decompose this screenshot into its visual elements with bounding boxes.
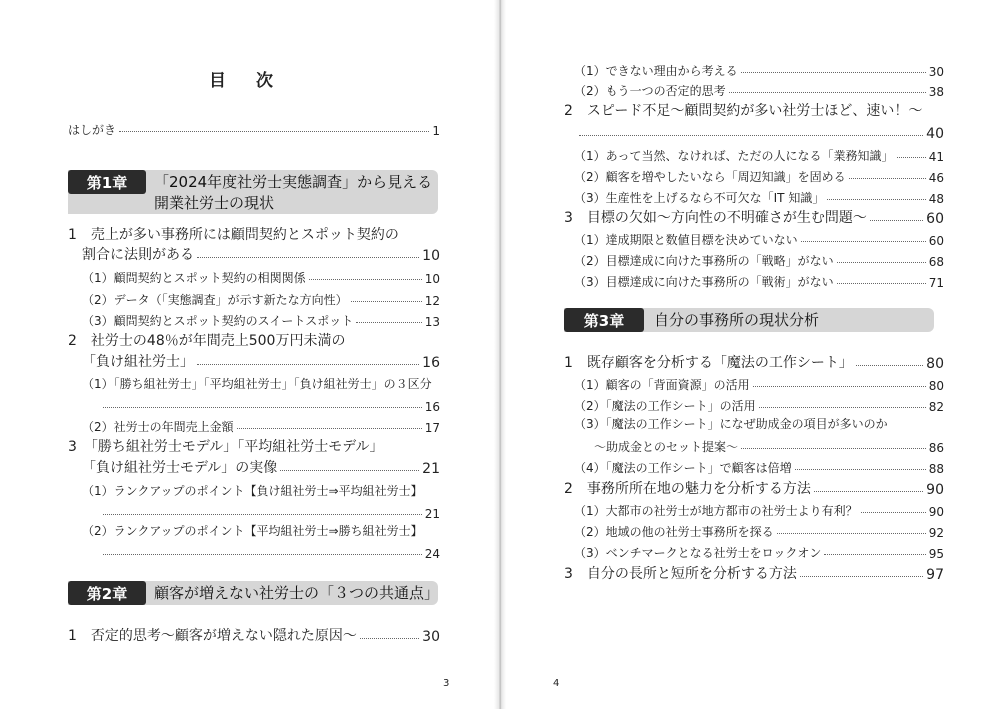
leader-dots	[741, 72, 926, 73]
toc-entry-1-3-1	[100, 499, 440, 521]
entry-text: （1）顧客の「背面資源」の活用	[574, 378, 750, 392]
toc-entry-preface	[68, 116, 440, 138]
chapter-3-heading	[564, 308, 934, 332]
leader-dots	[280, 470, 419, 471]
entry-page: 10	[424, 272, 440, 286]
entry-text: （1）あって当然、なければ、ただの人になる「業務知識」	[574, 149, 894, 163]
toc-entry-3-2	[564, 476, 944, 498]
toc-entry-3-3	[564, 561, 944, 583]
leader-dots	[801, 241, 926, 242]
entry-page: 90	[928, 505, 944, 519]
entry-text: （1）できない理由から考える	[574, 64, 738, 78]
right-page	[506, 0, 1000, 709]
entry-page: 16	[422, 355, 440, 371]
leader-dots	[741, 448, 926, 449]
entry-page: 24	[424, 547, 440, 561]
entry-text: （4）「魔法の工作シート」で顧客は倍増	[574, 461, 792, 475]
leader-dots	[237, 428, 422, 429]
leader-dots	[800, 576, 923, 577]
page-number: 3	[443, 678, 450, 689]
entry-text: 3 目標の欠如〜方向性の不明確さが生む問題〜	[564, 210, 867, 226]
toc-entry-3-1-2	[574, 392, 944, 414]
toc-entry-2-3-3	[574, 268, 944, 290]
leader-dots	[870, 220, 923, 221]
entry-text: 3 自分の長所と短所を分析する方法	[564, 566, 797, 582]
entry-text: （1）達成期限と数値目標を決めていない	[574, 233, 798, 247]
leader-dots	[827, 199, 925, 200]
toc-entry-1-2-line1: 2 社労士の48％が年間売上500万円未満の	[68, 333, 346, 349]
leader-dots	[837, 283, 926, 284]
leader-dots	[795, 469, 926, 470]
leader-dots	[309, 279, 422, 280]
toc-entry-2-2-3	[574, 184, 944, 206]
entry-page: 30	[422, 629, 440, 645]
entry-text: はしがき	[68, 123, 117, 137]
toc-entry-2-2-2	[574, 163, 944, 185]
toc-entry-2-1-2	[574, 77, 944, 99]
entry-page: 13	[424, 315, 440, 329]
entry-page: 60	[926, 211, 944, 227]
leader-dots	[861, 512, 926, 513]
book-gutter	[494, 0, 506, 709]
chapter-title-line2: 開業社労士の現状	[154, 194, 275, 212]
entry-text: 〜助成金とのセット提案〜	[594, 440, 739, 454]
entry-page: 97	[926, 567, 944, 583]
chapter-title-line1: 「2024年度社労士実態調査」から見える	[154, 173, 433, 191]
entry-text: （2）顧客を増やしたいなら「周辺知識」を固める	[574, 170, 846, 184]
toc-entry-2-2-line1: 2 スピード不足〜顧問契約が多い社労士ほど、速い！〜	[564, 103, 923, 119]
left-page	[0, 0, 494, 709]
entry-page: 21	[422, 461, 440, 477]
leader-dots	[824, 554, 925, 555]
toc-entry-1-1-3	[82, 307, 440, 329]
chapter-1-heading	[68, 170, 438, 214]
entry-page: 38	[928, 85, 944, 99]
entry-text: （3）ベンチマークとなる社労士をロックオン	[574, 546, 822, 560]
toc-entry-2-2	[576, 120, 944, 142]
entry-text: （2）社労士の年間売上金額	[82, 420, 234, 434]
entry-page: 40	[926, 126, 944, 142]
toc-entry-1-3	[82, 455, 440, 477]
entry-text: （2）「魔法の工作シート」の活用	[574, 399, 756, 413]
entry-page: 92	[928, 526, 944, 540]
chapter-label: 第2章	[68, 581, 146, 605]
chapter-label: 第1章	[68, 170, 146, 194]
leader-dots	[119, 131, 429, 132]
entry-text: 1 否定的思考〜顧客が増えない隠れた原因〜	[68, 628, 357, 644]
toc-entry-1-3-2-line1: （2）ランクアップのポイント【平均組社労士⇒勝ち組社労士】	[82, 524, 423, 538]
entry-page: 82	[928, 400, 944, 414]
toc-entry-2-3-1	[574, 226, 944, 248]
entry-page: 95	[928, 547, 944, 561]
entry-text: （1）大都市の社労士が地方都市の社労士より有利？	[574, 504, 858, 518]
toc-entry-2-1-1	[574, 57, 944, 79]
entry-page: 71	[928, 276, 944, 290]
entry-page: 86	[928, 441, 944, 455]
entry-text: 「負け組社労士モデル」の実像	[82, 460, 278, 476]
entry-text: 「負け組社労士」	[82, 354, 194, 370]
leader-dots	[360, 638, 419, 639]
entry-text: （2）目標達成に向けた事務所の「戦略」がない	[574, 254, 834, 268]
leader-dots	[103, 407, 422, 408]
entry-page: 88	[928, 462, 944, 476]
toc-entry-3-2-2	[574, 518, 944, 540]
toc-entry-2-1	[68, 623, 440, 645]
toc-entry-1-1-1	[82, 264, 440, 286]
toc-entry-2-3	[564, 205, 944, 227]
chapter-title: 自分の事務所の現状分析	[654, 311, 820, 329]
entry-page: 80	[928, 379, 944, 393]
leader-dots	[849, 178, 926, 179]
chapter-title: 顧客が増えない社労士の「３つの共通点」	[154, 584, 440, 602]
leader-dots	[753, 386, 926, 387]
toc-entry-3-1-1	[574, 371, 944, 393]
leader-dots	[759, 407, 926, 408]
entry-page: 21	[424, 507, 440, 521]
leader-dots	[897, 157, 926, 158]
entry-text: （2）もう一つの否定的思考	[574, 84, 726, 98]
entry-page: 48	[928, 192, 944, 206]
toc-entry-1-3-1-line1: （1）ランクアップのポイント【負け組社労士⇒平均組社労士】	[82, 484, 423, 498]
toc-entry-1-3-2	[100, 539, 440, 561]
toc-entry-3-1-3	[594, 433, 944, 455]
chapter-label: 第3章	[564, 308, 644, 332]
leader-dots	[351, 301, 422, 302]
toc-entry-3-1	[564, 350, 944, 372]
leader-dots	[814, 491, 923, 492]
entry-text: 1 既存顧客を分析する「魔法の工作シート」	[564, 355, 853, 371]
toc-entry-1-2-1	[100, 392, 440, 414]
entry-text: 2 事務所所在地の魅力を分析する方法	[564, 481, 811, 497]
toc-entry-1-1-line1: 1 売上が多い事務所には顧問契約とスポット契約の	[68, 227, 399, 243]
leader-dots	[197, 364, 419, 365]
entry-text: （3）目標達成に向けた事務所の「戦術」がない	[574, 275, 834, 289]
leader-dots	[777, 533, 926, 534]
entry-page: 60	[928, 234, 944, 248]
entry-page: 68	[928, 255, 944, 269]
entry-text: 割合に法則がある	[82, 247, 194, 263]
toc-entry-1-1	[82, 242, 440, 264]
toc-entry-1-3-line1: 3 「勝ち組社労士モデル」「平均組社労士モデル」	[68, 439, 384, 455]
toc-entry-2-3-2	[574, 247, 944, 269]
toc-entry-3-2-3	[574, 539, 944, 561]
toc-entry-2-2-1	[574, 142, 944, 164]
leader-dots	[856, 365, 923, 366]
leader-dots	[837, 262, 926, 263]
entry-page: 17	[424, 421, 440, 435]
entry-page: 30	[928, 65, 944, 79]
toc-entry-1-1-2	[82, 286, 440, 308]
entry-page: 16	[424, 400, 440, 414]
entry-page: 12	[424, 294, 440, 308]
leader-dots	[579, 135, 923, 136]
leader-dots	[103, 514, 422, 515]
entry-text: （2）地域の他の社労士事務所を探る	[574, 525, 774, 539]
leader-dots	[729, 92, 926, 93]
entry-page: 1	[432, 124, 440, 138]
toc-entry-3-1-4	[574, 454, 944, 476]
leader-dots	[356, 322, 421, 323]
entry-text: （1）顧問契約とスポット契約の相関関係	[82, 271, 306, 285]
toc-entry-1-2	[82, 349, 440, 371]
leader-dots	[197, 257, 419, 258]
entry-text: （3）顧問契約とスポット契約のスイートスポット	[82, 314, 354, 328]
entry-page: 46	[928, 171, 944, 185]
entry-page: 90	[926, 482, 944, 498]
entry-text: （2）データ（「実態調査」が示す新たな方向性）	[82, 293, 348, 307]
entry-page: 41	[928, 150, 944, 164]
entry-page: 80	[926, 356, 944, 372]
toc-entry-1-2-1-line1: （1）「勝ち組社労士」「平均組社労士」「負け組社労士」の３区分	[82, 377, 432, 391]
chapter-2-heading	[68, 581, 438, 605]
entry-page: 10	[422, 248, 440, 264]
toc-title: 目 次	[209, 71, 285, 91]
toc-entry-3-2-1	[574, 497, 944, 519]
toc-entry-1-2-2	[82, 413, 440, 435]
entry-text: （3）生産性を上げるなら不可欠な「IT 知識」	[574, 191, 825, 205]
toc-entry-3-1-3-line1: （3）「魔法の工作シート」になぜ助成金の項目が多いのか	[574, 417, 888, 431]
leader-dots	[103, 554, 422, 555]
page-number: 4	[553, 678, 560, 689]
